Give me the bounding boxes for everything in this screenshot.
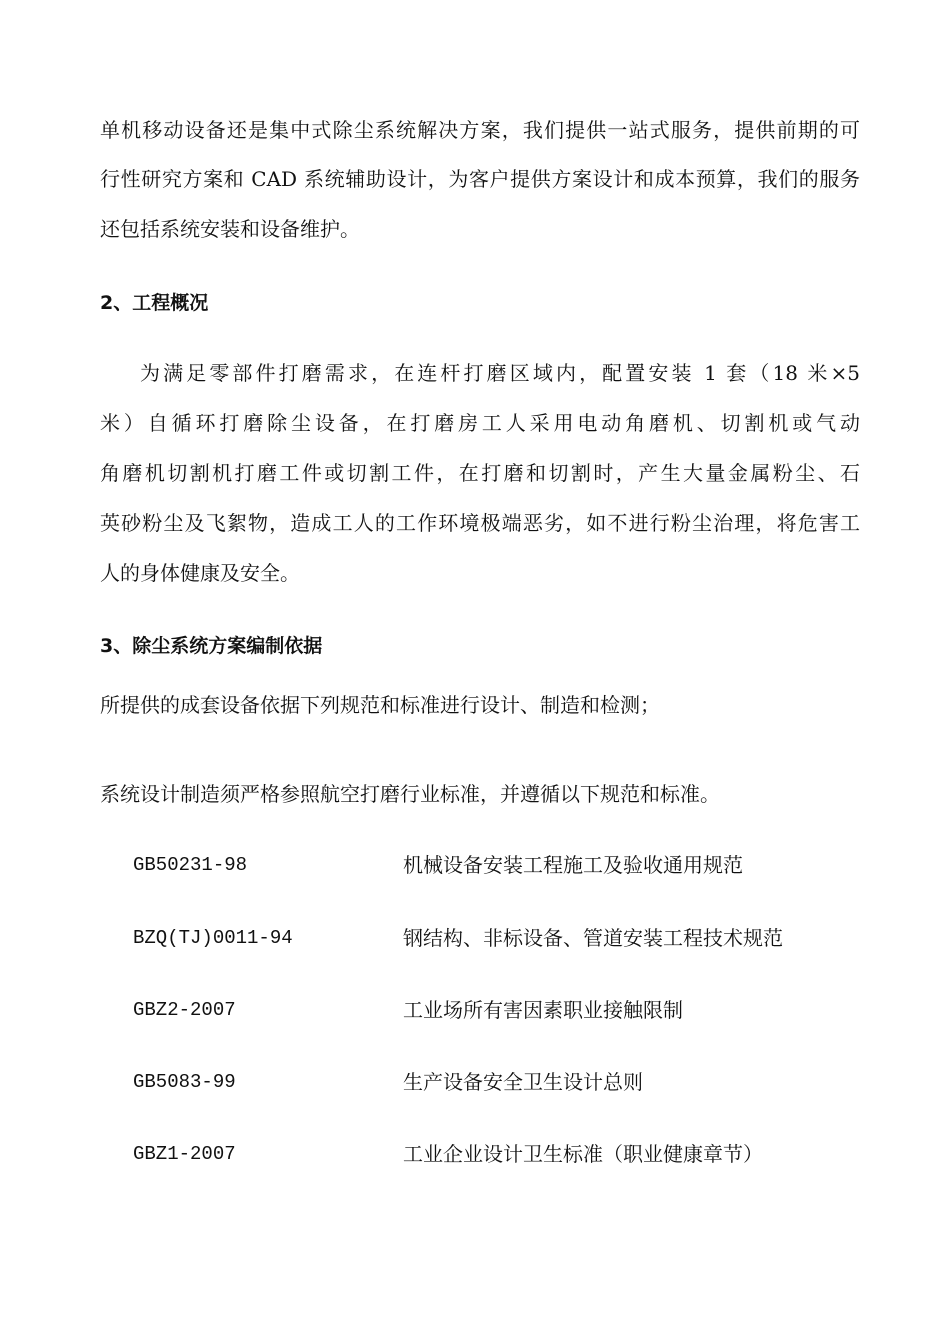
standard-title: 生产设备安全卫生设计总则 xyxy=(403,1070,643,1094)
section3-heading: 3、除尘系统方案编制依据 xyxy=(100,635,323,657)
section2-line-5: 人的身体健康及安全。 xyxy=(100,561,300,585)
standard-code: GBZ2-2007 xyxy=(133,999,236,1021)
section2-line-3: 角磨机切割机打磨工件或切割工件，在打磨和切割时，产生大量金属粉尘、石 xyxy=(100,461,860,485)
standard-code: GBZ1-2007 xyxy=(133,1143,236,1165)
section2-line-2: 米）自循环打磨除尘设备，在打磨房工人采用电动角磨机、切割机或气动 xyxy=(100,411,860,435)
intro-line-3: 还包括系统安装和设备维护。 xyxy=(100,217,360,241)
section3-paragraph-1: 所提供的成套设备依据下列规范和标准进行设计、制造和检测； xyxy=(100,693,660,717)
section2-line-4: 英砂粉尘及飞絮物，造成工人的工作环境极端恶劣，如不进行粉尘治理，将危害工 xyxy=(100,511,860,535)
section2-line-1: 为满足零部件打磨需求，在连杆打磨区域内，配置安装 1 套（18 米×5 xyxy=(140,361,860,385)
standard-code: GB50231-98 xyxy=(133,854,248,876)
section2-heading: 2、工程概况 xyxy=(100,292,209,314)
intro-line-2: 行性研究方案和 CAD 系统辅助设计，为客户提供方案设计和成本预算，我们的服务 xyxy=(100,167,860,191)
standard-code: GB5083-99 xyxy=(133,1071,236,1093)
standard-title: 钢结构、非标设备、管道安装工程技术规范 xyxy=(403,926,783,950)
standard-title: 机械设备安装工程施工及验收通用规范 xyxy=(403,853,743,877)
standard-title: 工业企业设计卫生标准（职业健康章节） xyxy=(403,1142,763,1166)
standard-code: BZQ(TJ)0011-94 xyxy=(133,927,293,949)
section3-paragraph-2: 系统设计制造须严格参照航空打磨行业标准，并遵循以下规范和标准。 xyxy=(100,782,720,806)
standard-title: 工业场所有害因素职业接触限制 xyxy=(403,998,683,1022)
intro-line-1: 单机移动设备还是集中式除尘系统解决方案，我们提供一站式服务，提供前期的可 xyxy=(100,118,860,142)
